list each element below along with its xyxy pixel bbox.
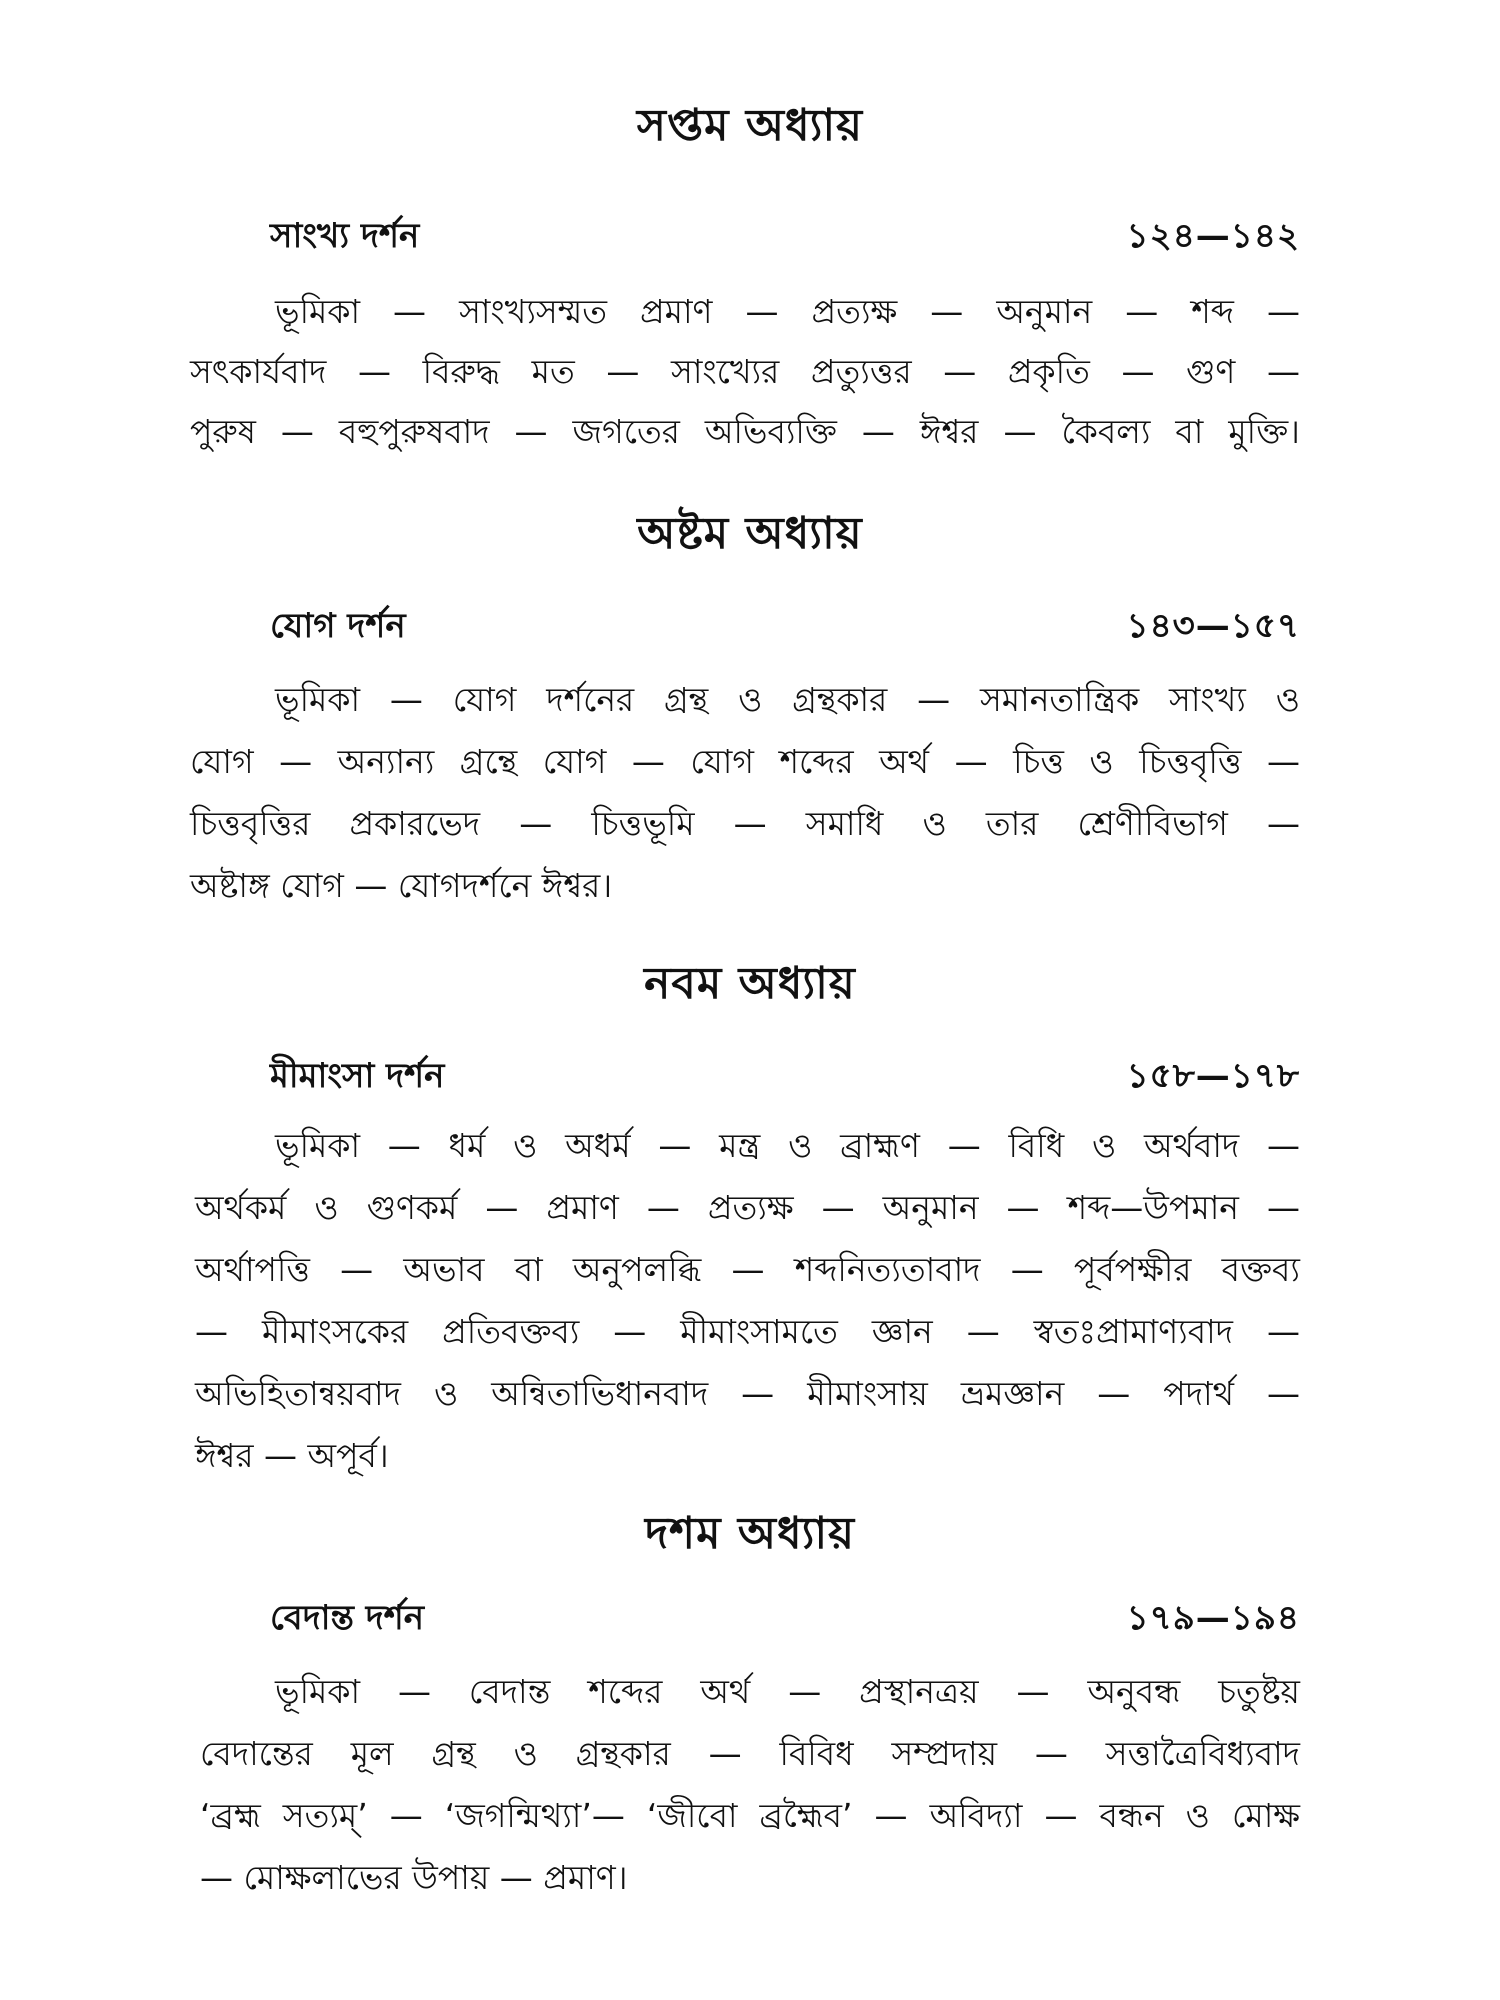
page-range: ১৭৯—১৯৪ (1126, 1598, 1300, 1638)
topic-summary-line: অভিহিতান্বয়বাদ ও অন্বিতাভিধানবাদ — মীমাংসায় ভ্রমজ্ঞান — পদার্থ — (195, 1374, 1300, 1413)
topic-summary-line: — মোক্ষলাভের উপায় — প্রমাণ। (200, 1858, 628, 1897)
page-range: ১৫৮—১৭৮ (1126, 1056, 1300, 1096)
topic-summary-line: ঈশ্বর — অপূর্ব। (195, 1436, 389, 1475)
topic-summary-line: ভূমিকা — বেদান্ত শব্দের অর্থ — প্রস্থানত্রয় — অনুবন্ধ চতুষ্টয় (275, 1672, 1300, 1711)
topic-title: সাংখ্য দর্শন (270, 216, 420, 256)
chapter-heading: নবম অধ্যায় (644, 958, 856, 1009)
topic-title: বেদান্ত দর্শন (270, 1598, 424, 1638)
topic-summary-line: বেদান্তের মূল গ্রন্থ ও গ্রন্থকার — বিবিধ সম্প্রদায় — সত্তাত্রৈবিধ্যবাদ (200, 1734, 1300, 1773)
topic-summary-line: অষ্টাঙ্গ যোগ — যোগদর্শনে ঈশ্বর। (190, 866, 613, 905)
topic-summary-line: পুরুষ — বহুপুরুষবাদ — জগতের অভিব্যক্তি — ঈশ্বর — কৈবল্য বা মুক্তি। (190, 412, 1300, 451)
topic-summary-line: যোগ — অন্যান্য গ্রন্থে যোগ — যোগ শব্দের অর্থ — চিত্ত ও চিত্তবৃত্তি — (190, 742, 1300, 781)
topic-row (270, 1050, 1300, 1106)
chapter-heading: অষ্টম অধ্যায় (637, 508, 863, 559)
topic-summary-line: অর্থাপত্তি — অভাব বা অনুপলব্ধি — শব্দনিত্যতাবাদ — পূর্বপক্ষীর বক্তব্য (195, 1250, 1300, 1289)
topic-row (270, 210, 1300, 266)
topic-summary-line: ভূমিকা — ধর্ম ও অধর্ম — মন্ত্র ও ব্রাহ্মণ — বিধি ও অর্থবাদ — (275, 1126, 1300, 1165)
page-range: ১৪৩—১৫৭ (1126, 606, 1300, 646)
topic-title: মীমাংসা দর্শন (270, 1056, 445, 1096)
topic-summary-line: ভূমিকা — সাংখ্যসম্মত প্রমাণ — প্রত্যক্ষ — অনুমান — শব্দ — (275, 292, 1300, 331)
topic-summary-line: অর্থকর্ম ও গুণকর্ম — প্রমাণ — প্রত্যক্ষ — অনুমান — শব্দ—উপমান — (195, 1188, 1300, 1227)
topic-title: যোগ দর্শন (270, 606, 406, 646)
topic-summary-line: সৎকার্যবাদ — বিরুদ্ধ মত — সাংখ্যের প্রত্যুত্তর — প্রকৃতি — গুণ — (190, 352, 1300, 391)
topic-summary-line: — মীমাংসকের প্রতিবক্তব্য — মীমাংসামতে জ্ঞান — স্বতঃপ্রামাণ্যবাদ — (195, 1312, 1300, 1351)
topic-row (270, 600, 1300, 656)
page-range: ১২৪—১৪২ (1126, 216, 1300, 256)
topic-summary-line: ভূমিকা — যোগ দর্শনের গ্রন্থ ও গ্রন্থকার — সমানতান্ত্রিক সাংখ্য ও (275, 680, 1300, 719)
topic-row (270, 1592, 1300, 1648)
topic-summary-line: ‘ব্রহ্ম সত্যম্’ — ‘জগন্মিথ্যা’— ‘জীবো ব্রহ্মৈব’ — অবিদ্যা — বন্ধন ও মোক্ষ (200, 1796, 1300, 1835)
topic-summary-line: চিত্তবৃত্তির প্রকারভেদ — চিত্তভূমি — সমাধি ও তার শ্রেণীবিভাগ — (190, 804, 1300, 843)
chapter-heading: দশম অধ্যায় (644, 1508, 856, 1559)
chapter-heading: সপ্তম অধ্যায় (636, 100, 864, 151)
